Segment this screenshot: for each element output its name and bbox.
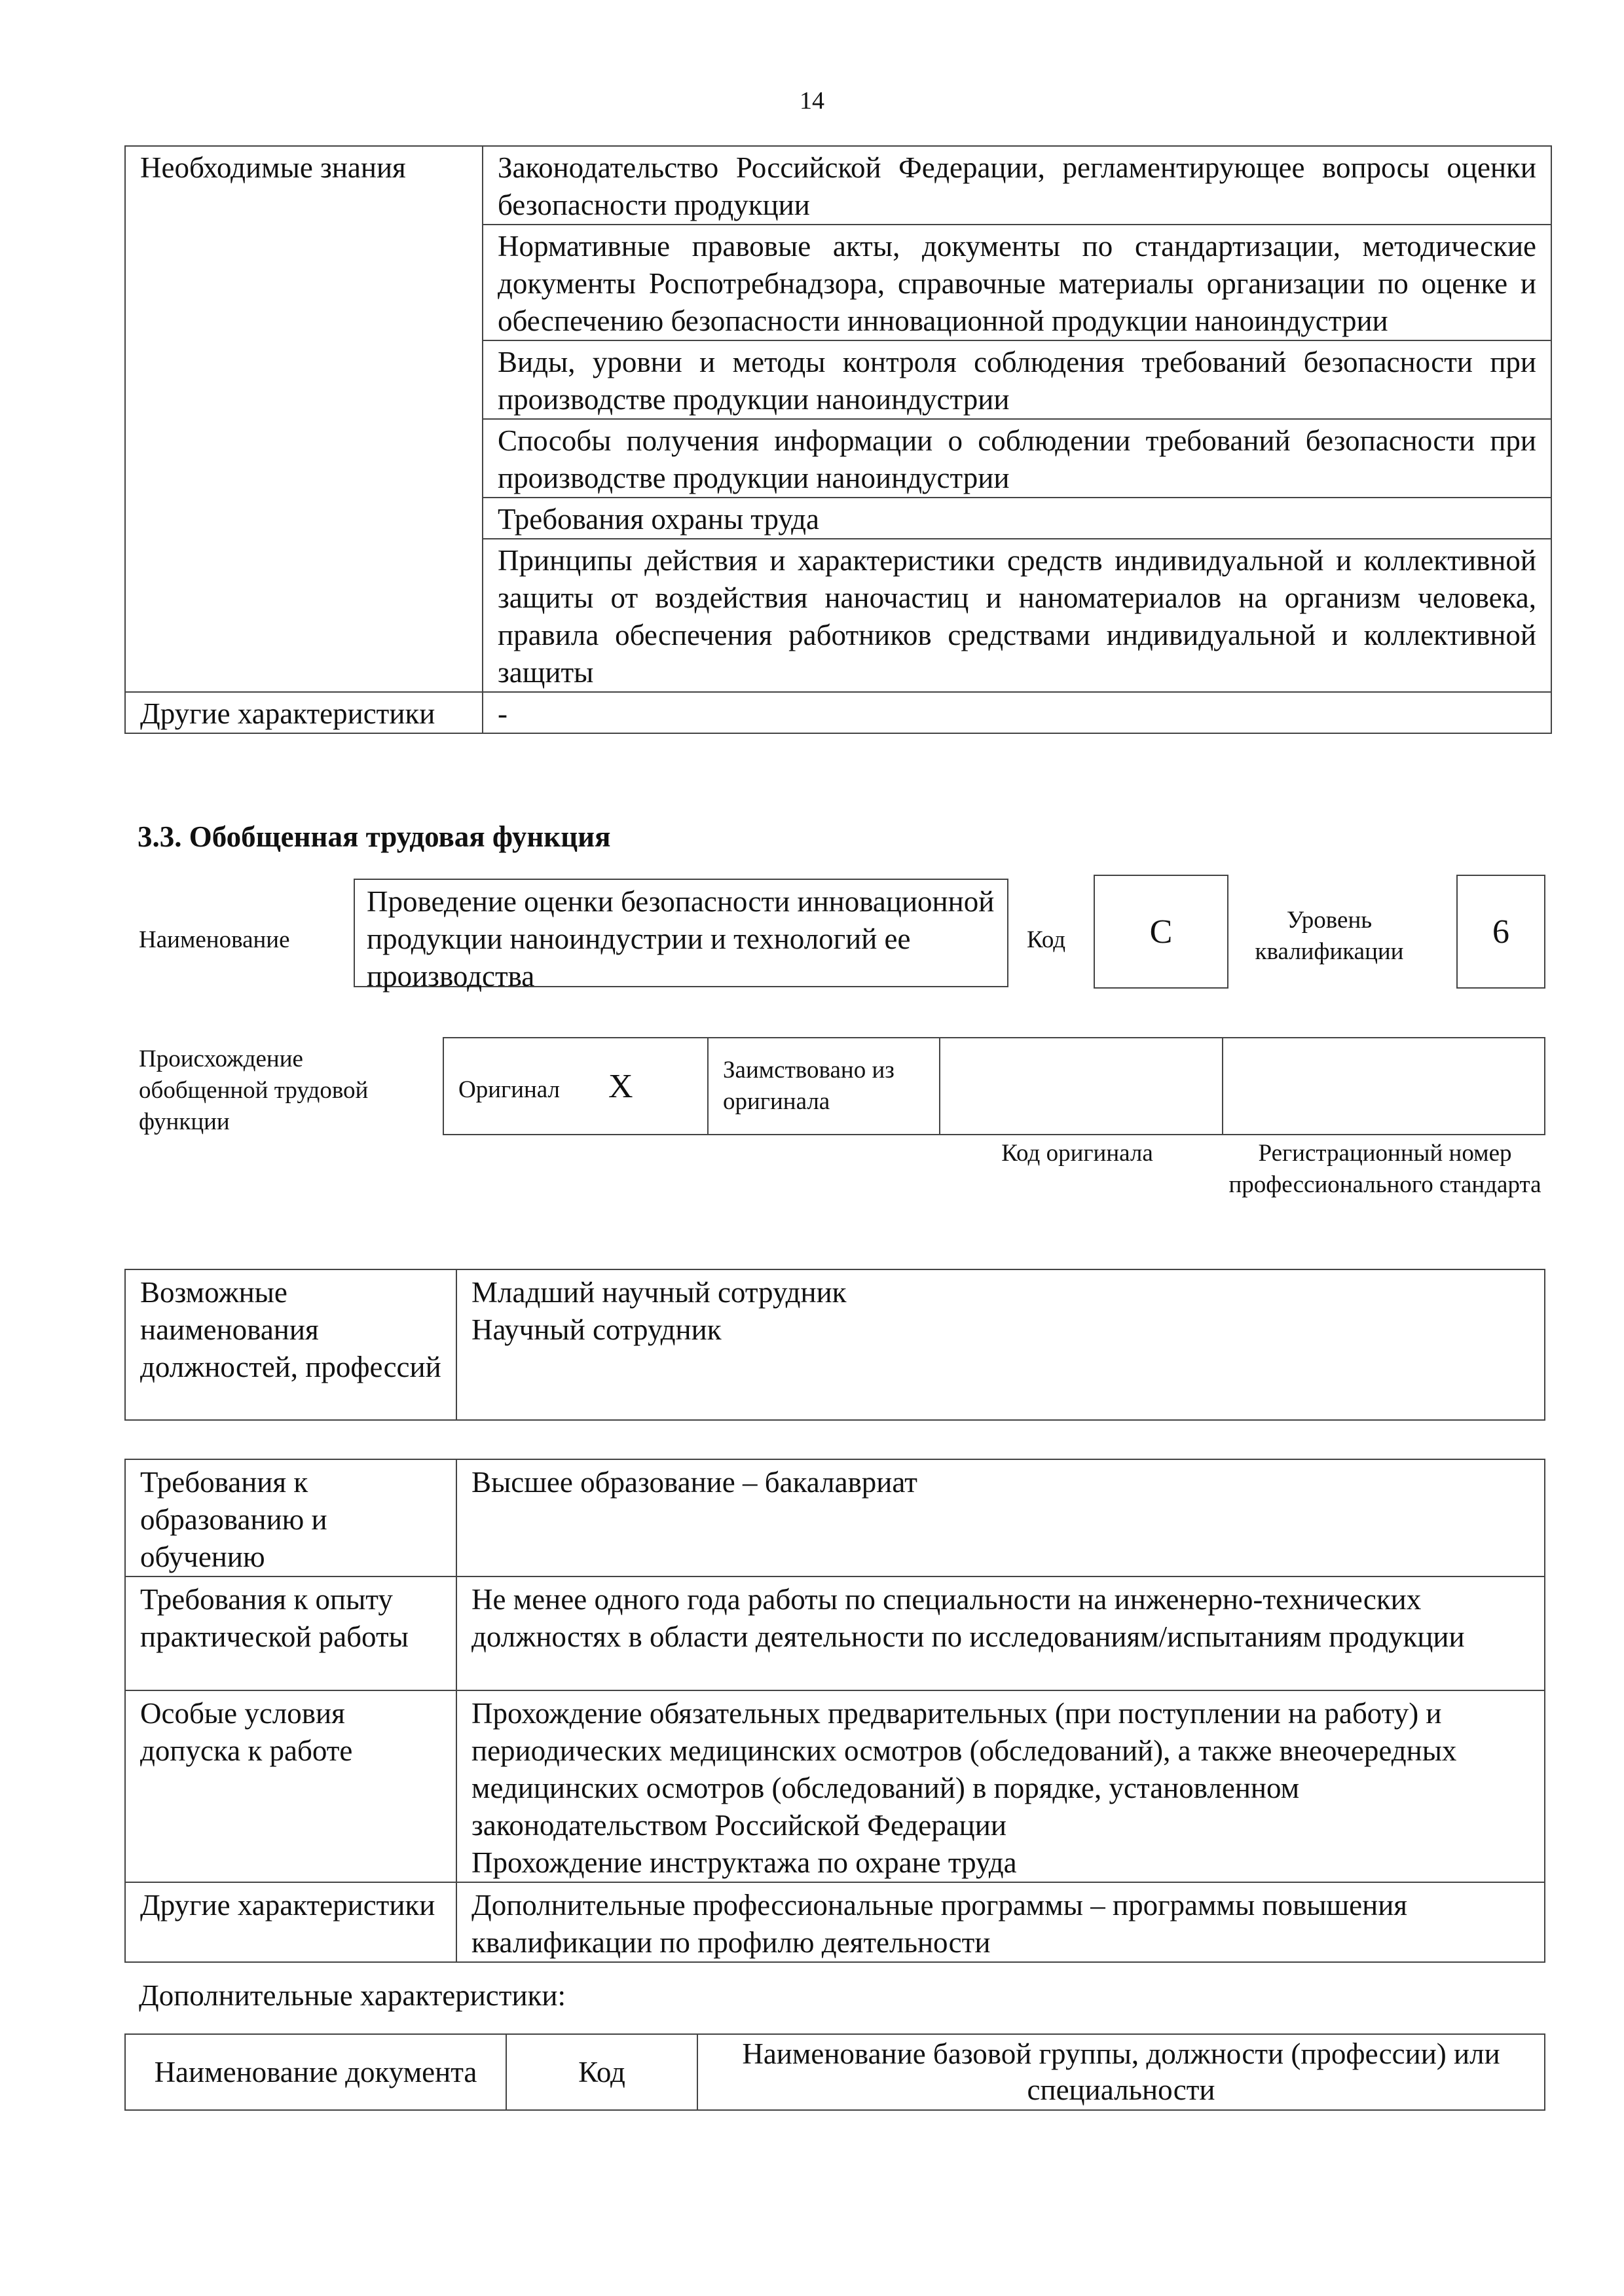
position-item: Научный сотрудник	[471, 1313, 722, 1346]
original-mark: X	[608, 1067, 633, 1105]
requirement-label: Требования к образованию и обучению	[125, 1459, 456, 1576]
knowledge-item: Законодательство Российской Федерации, регламентирующее вопросы оценки безопасности продукции	[483, 146, 1551, 225]
original-code-cell	[940, 1038, 1223, 1135]
knowledge-item: Принципы действия и характеристики средств индивидуальной и коллективной защиты от воздействия наночастиц и наноматериалов на организм человека, правила обеспечения работников средствами индивидуальной и коллективной защиты	[483, 539, 1551, 692]
requirement-value: Высшее образование – бакалавриат	[456, 1459, 1545, 1576]
requirement-value: Дополнительные профессиональные программы – программы повышения квалификации по профилю деятельности	[456, 1882, 1545, 1962]
code-value: C	[1094, 875, 1228, 989]
requirement-label: Особые условия допуска к работе	[125, 1690, 456, 1882]
origin-label: Происхождение обобщенной трудовой функции	[139, 1046, 369, 1135]
knowledge-item: Требования охраны труда	[483, 498, 1551, 539]
requirement-value: Прохождение инструктажа по охране труда	[471, 1846, 1017, 1879]
code-label: Код	[1027, 926, 1066, 953]
origin-table	[443, 1037, 1545, 1135]
knowledge-item: Нормативные правовые акты, документы по стандартизации, методические документы Роспотребнадзора, справочные материалы организации по оценке и обеспечению безопасности инновационной продукции наноиндустрии	[483, 225, 1551, 340]
additional-table	[124, 2033, 1545, 2111]
knowledge-item: Способы получения информации о соблюдении требований безопасности при производстве продукции наноиндустрии	[483, 419, 1551, 498]
original-label: Оригинал	[458, 1076, 561, 1103]
requirement-label: Требования к опыту практической работы	[125, 1576, 456, 1690]
original-code-caption: Код оригинала	[1001, 1140, 1153, 1167]
additional-col-code: Код	[506, 2034, 697, 2110]
reg-number-cell	[1223, 1038, 1545, 1135]
name-label: Наименование	[139, 926, 290, 953]
name-value: Проведение оценки безопасности инновационной продукции наноиндустрии и технологий ее производства	[354, 879, 1008, 987]
section-title: 3.3. Обобщенная трудовая функция	[138, 820, 611, 853]
additional-col-document: Наименование документа	[125, 2034, 506, 2110]
knowledge-label: Необходимые знания	[125, 146, 483, 692]
positions-table	[124, 1269, 1545, 1421]
level-label: Уровень квалификации	[1255, 907, 1404, 965]
requirement-label: Другие характеристики	[125, 1882, 456, 1962]
reg-number-caption: Регистрационный номер профессионального стандарта	[1228, 1140, 1541, 1198]
other-characteristics-label: Другие характеристики	[125, 692, 483, 733]
page-number: 14	[800, 87, 824, 115]
requirements-table	[124, 1459, 1545, 1963]
other-characteristics-value: -	[483, 692, 1551, 733]
knowledge-table	[124, 145, 1552, 734]
level-value: 6	[1456, 875, 1545, 989]
additional-title: Дополнительные характеристики:	[139, 1979, 566, 2012]
requirement-value: Не менее одного года работы по специальности на инженерно-технических должностях в области деятельности по исследованиям/испытаниям продукции	[456, 1576, 1545, 1690]
borrowed-label: Заимствовано из оригинала	[708, 1038, 940, 1135]
requirement-value: Прохождение обязательных предварительных (при поступлении на работу) и периодических медицинских осмотров (обследований), а также внеочередных медицинских осмотров (обследований) в порядке, установленном законодательством Российской Федерации	[471, 1697, 1457, 1842]
position-item: Младший научный сотрудник	[471, 1276, 847, 1309]
knowledge-item: Виды, уровни и методы контроля соблюдения требований безопасности при производстве продукции наноиндустрии	[483, 340, 1551, 419]
positions-label: Возможные наименования должностей, профессий	[125, 1269, 456, 1420]
additional-col-group: Наименование базовой группы, должности (профессии) или специальности	[697, 2034, 1545, 2110]
